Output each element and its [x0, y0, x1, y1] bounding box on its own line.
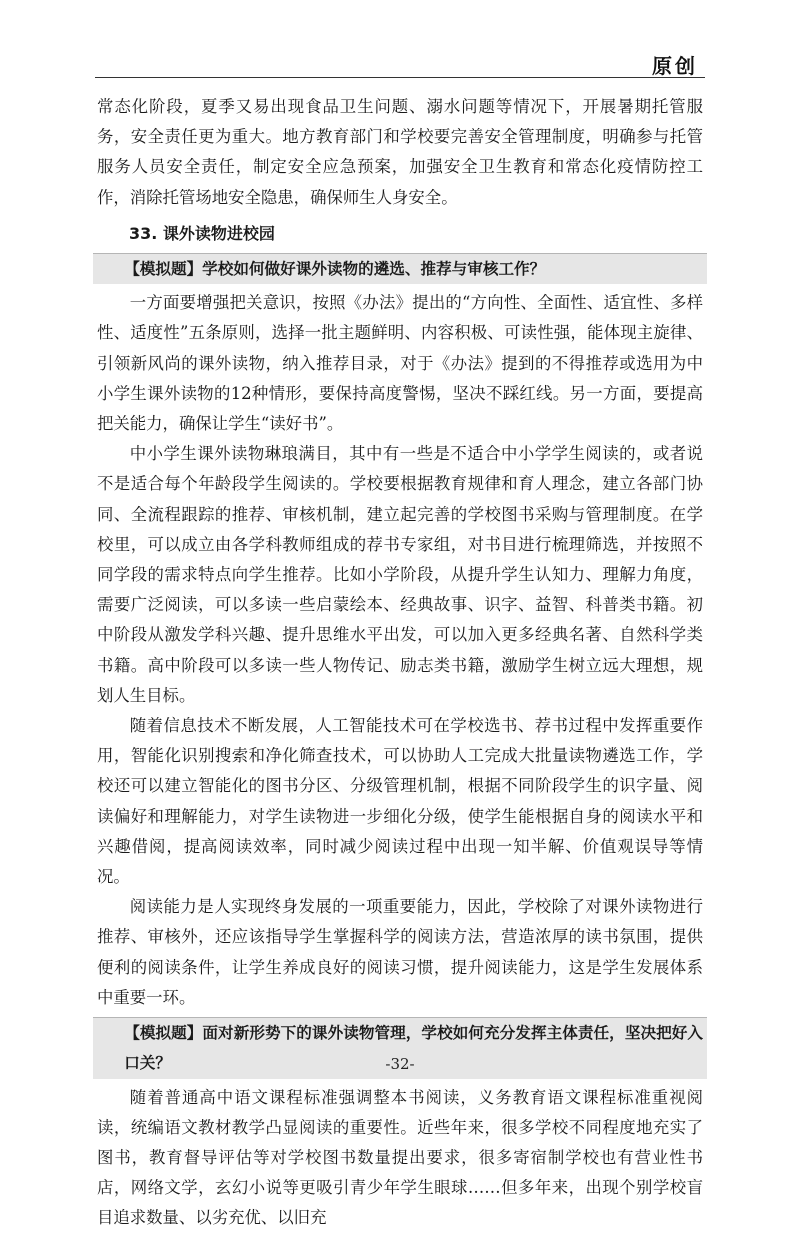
question-heading: 【模拟题】学校如何做好课外读物的遴选、推荐与审核工作？ [93, 253, 707, 284]
page-number: -32- [385, 1055, 415, 1073]
paragraph: 常态化阶段，夏季又易出现食品卫生问题、溺水问题等情况下，开展暑期托管服务，安全责任更为重大。地方教育部门和学校要完善安全管理制度，明确参与托管服务人员安全责任，制定安全应急预案，加强安全卫生教育和常态化疫情防控工作，消除托管场地安全隐患，确保师生人身安全。 [97, 97, 703, 207]
section-title: 33. 课外读物进校园 [129, 223, 275, 243]
paragraph: 一方面要增强把关意识，按照《办法》提出的“方向性、全面性、适宜性、多样性、适度性”五条原则，选择一批主题鲜明、内容积极、可读性强，能体现主旋律、引领新风尚的课外读物，纳入推荐目录，对于《办法》提到的不得推荐或选用为中小学生课外读物的12种情形，要保持高度警惕，坚决不踩红线。另一方面，要提高把关能力，确保让学生“读好书”。 [97, 293, 703, 434]
paragraph: 随着普通高中语文课程标准强调整本书阅读，义务教育语文课程标准重视阅读，统编语文教材教学凸显阅读的重要性。近些年来，很多学校不同程度地充实了图书，教育督导评估等对学校图书数量提出要求，很多寄宿制学校也有营业性书店，网络文学，玄幻小说等更吸引青少年学生眼球……但多年来，出现个别学校盲目追求数量、以劣充优、以旧充 [97, 1087, 703, 1228]
header-divider [95, 77, 705, 78]
header-label: 原创 [652, 54, 698, 78]
paragraph: 中小学生课外读物琳琅满目，其中有一些是不适合中小学学生阅读的，或者说不是适合每个年龄段学生阅读的。学校要根据教育规律和育人理念，建立各部门协同、全流程跟踪的推荐、审核机制，建立起完善的学校图书采购与管理制度。在学校里，可以成立由各学科教师组成的荐书专家组，对书目进行梳理筛选，并按照不同学段的需求特点向学生推荐。比如小学阶段，从提升学生认知力、理解力角度，需要广泛阅读，可以多读一些启蒙绘本、经典故事、识字、益智、科普类书籍。初中阶段从激发学科兴趣、提升思维水平出发，可以加入更多经典名著、自然科学类书籍。高中阶段可以多读一些人物传记、励志类书籍，激励学生树立远大理想，规划人生目标。 [97, 444, 703, 705]
paragraph: 阅读能力是人实现终身发展的一项重要能力，因此，学校除了对课外读物进行推荐、审核外，还应该指导学生掌握科学的阅读方法，营造浓厚的读书氛围，提供便利的阅读条件，让学生养成良好的阅读习惯，提升阅读能力，这是学生发展体系中重要一环。 [97, 897, 703, 1007]
paragraph: 随着信息技术不断发展，人工智能技术可在学校选书、荐书过程中发挥重要作用，智能化识别搜索和净化筛查技术，可以协助人工完成大批量读物遴选工作，学校还可以建立智能化的图书分区、分级管理机制，根据不同阶段学生的识字量、阅读偏好和理解能力，对学生读物进一步细化分级，使学生能根据自身的阅读水平和兴趣借阅，提高阅读效率，同时减少阅读过程中出现一知半解、价值观误导等情况。 [97, 716, 703, 887]
question-heading: 【模拟题】面对新形势下的课外读物管理，学校如何充分发挥主体责任，坚决把好入口关？ [93, 1017, 707, 1078]
